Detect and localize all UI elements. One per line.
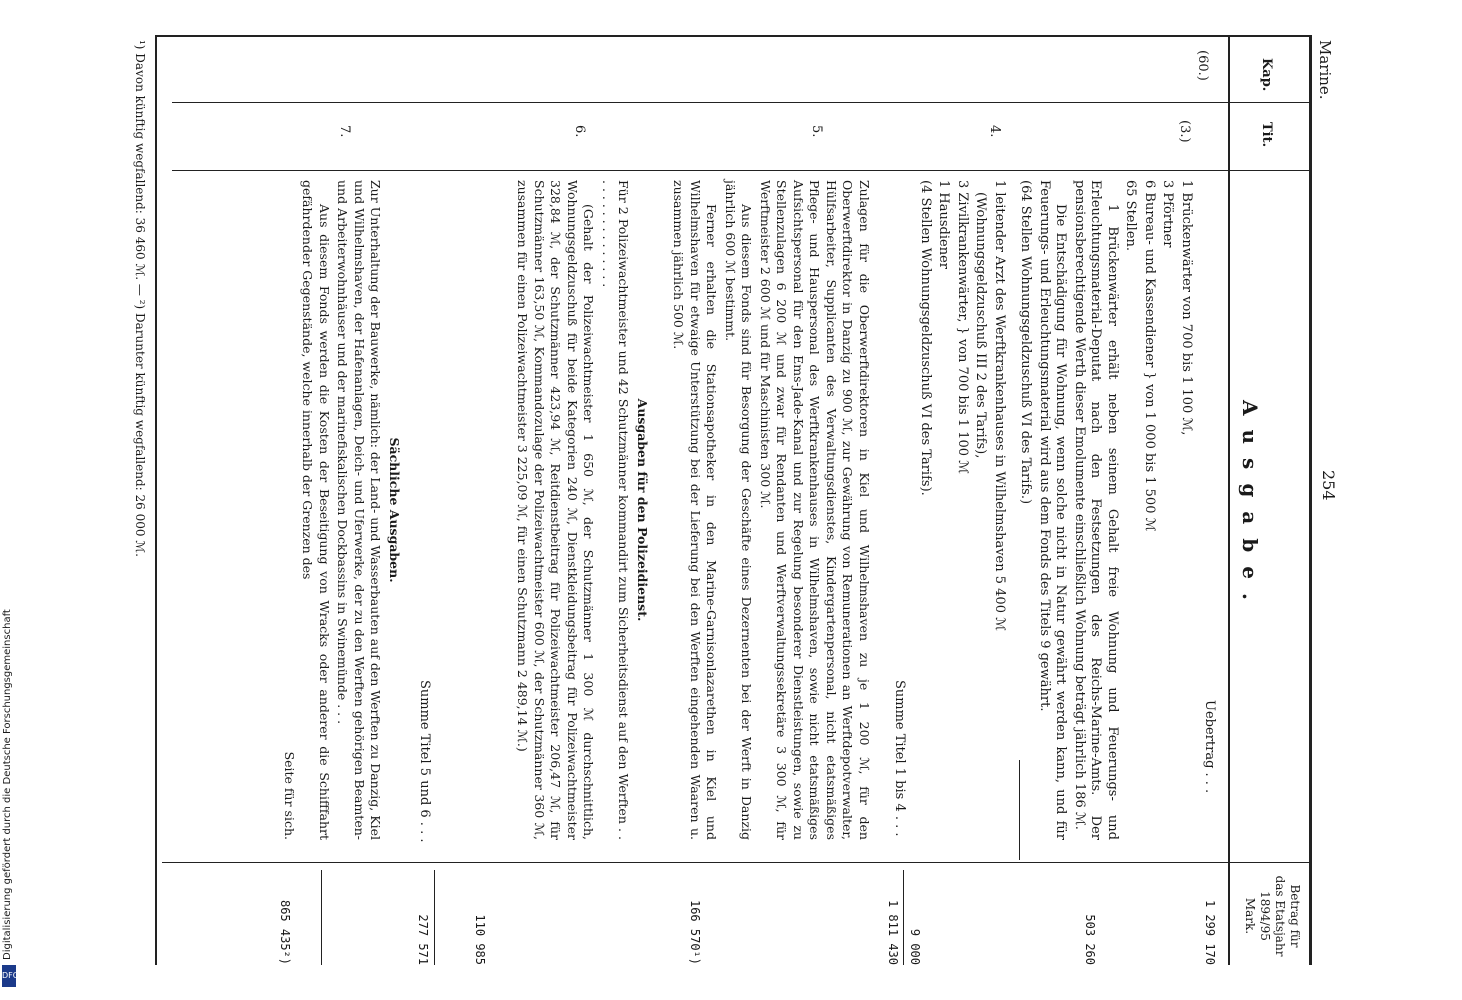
tit-label-6: 6. [572, 125, 587, 138]
titel-5-note1: Aus diesem Fonds sind für Besorgung der Geschäfte eines Dezernenten bei der Werft in Danzig jährlich 600 ℳ bestimmt. [723, 180, 755, 840]
tit-column-header: Tit. [1259, 122, 1274, 148]
titel-4-sum-rule [903, 870, 904, 965]
amount-header-line1: Betrag für [1288, 884, 1302, 948]
titel-7-top-rule [321, 870, 322, 965]
titel-7-note: Aus diesem Fonds werden die Kosten der Beseitigung von Wracks oder anderer die Schifffahrt gefährdender Gegenstände, welche innerhalb der Grenzen des [300, 180, 332, 840]
titel-4-line2: (Wohnungsgeldzuschuß III 2 des Tarifs), [973, 192, 989, 459]
footnote: ¹) Davon künftig wegfallend: 36 460 ℳ. — ²) Darunter künftig wegfallend: 26 000 ℳ. [133, 40, 147, 557]
left-border [157, 35, 1312, 37]
titel-6-block [512, 180, 650, 840]
titel-6-amount: 110 985 [473, 914, 487, 965]
titel-3-sum-rule [1019, 760, 1020, 860]
amount-divider [162, 862, 1312, 863]
dfg-credit: Digitalisierung gefördert durch die Deutsche Forschungsgemeinschaft [2, 609, 13, 960]
uebertrag-label: Uebertrag . . . [1202, 700, 1217, 794]
tit-label-7: 7. [337, 125, 352, 138]
titel-4-wohnung: (4 Stellen Wohnungsgeldzuschuß VI des Tarifs). [918, 180, 933, 496]
titel-5-amount: 166 570¹) [688, 899, 702, 965]
titel-4-line4: 1 Hausdiener [936, 180, 952, 269]
amount-header-line4: Mark. [1243, 897, 1257, 935]
titel-6-text: Für 2 Polizeiwachtmeister und 42 Schutzmänner kommandirt zum Sicherheitsdienst auf den Werften . . . . . . . . . . . . . . . . [600, 180, 632, 840]
titel-3-line2: 3 Pförtner [1160, 180, 1176, 248]
page-number: 254 [1319, 470, 1338, 501]
summe-5-6-label: Summe Titel 5 und 6 . . . [417, 680, 432, 843]
titel-4-amount: 9 000 [908, 928, 922, 965]
amount-header-line3: 1894/95 [1258, 891, 1272, 941]
tit-label-5: 5. [809, 125, 824, 138]
titel-3-line3: 6 Bureau- und Kassendiener } von 1 000 bis 1 500 ℳ [1142, 180, 1157, 532]
titel-4-line3: 3 Zivilkrankenwärter, } von 700 bis 1 100 ℳ [955, 180, 970, 475]
summe-1-4-amount: 1 811 430 [886, 899, 900, 965]
header-bottom-rule [1228, 35, 1230, 965]
document-page [90, 0, 1362, 1000]
titel-5-block [668, 180, 872, 840]
dfg-logo: DFG [2, 965, 16, 987]
titel-6-heading: Ausgaben für den Polizeidienst. [635, 398, 650, 622]
top-rule [1309, 35, 1312, 965]
titel-4-block [915, 180, 1008, 840]
titel-3-line1: 1 Brückenwärter von 700 bis 1 100 ℳ, [1179, 180, 1194, 436]
bottom-rule [155, 35, 157, 965]
amount-column-header [1242, 870, 1302, 962]
titel-5-note2: Ferner erhalten die Stationsapotheker in den Marine-Garnisonlazarethen in Kiel und Wilhelmshaven für etwaige Unterstützung bei der Lieferung bei den Werften eingehenden Waaren u. zusammen jährlich 500 ℳ. [671, 180, 720, 840]
titel-7-block [279, 180, 403, 840]
page-title: Ausgabe. [1238, 400, 1262, 614]
uebertrag-amount: 1 299 170 [1203, 899, 1217, 965]
titel-3-note2: Die Entschädigung für Wohnung, wenn solche nicht in Natur gewährt werden kann, und für Feuerungs- und Erleuchtungsmaterial wird aus dem Fonds des Titels 9 gewährt. [1037, 180, 1069, 840]
titel-3-amount: 503 260 [1083, 914, 1097, 965]
titel-4-line1: 1 leitender Arzt des Werftkrankenhauses in Wilhelmshaven 5 400 ℳ [992, 180, 1007, 632]
summe-1-4-label: Summe Titel 1 bis 4 . . . [892, 680, 907, 837]
titel-6-note: (Gehalt der Polizeiwachtmeister 1 650 ℳ, der Schutzmänner 1 300 ℳ durchschnittlich, Wohnungsgeldzuschuß für beide Kategorien 240 ℳ, Dienstkleidungsbeitrag für Polizeiwachtmeister 328,84 ℳ, der Schutzmänner 423,94 ℳ, Reitdienstbeitrag für Polizeiwachtmeister 206,47 ℳ, für Schutzmänner 163,50 ℳ, Kommandozulage der Polizeiwachtmeister 600 ℳ, der Schutzmänner 360 ℳ, zusammen für einen Polizeiwachtmeister 3 225,09 ℳ, für einen Schutzmann 2 489,14 ℳ.) [515, 180, 597, 840]
dfg-sidebar [0, 0, 20, 1000]
section-header: Marine. [1316, 40, 1334, 100]
kap-label-60: (60.) [1195, 50, 1210, 81]
titel-7-text: Zur Unterhaltung der Bauwerke, nämlich: der Land- und Wasserbauten auf den Werften zu Danzig, Kiel und Wilhelmshaven, der Hafenanlagen, Deich- und Uferwerke, der zu den Werften gehörigen Beamten- und Arbeiterwohnhäuser und der marinefiskalischen Dockbassins in Swinemünde . . . [335, 180, 384, 840]
tit-label-3: (3.) [1177, 120, 1192, 143]
titel-3-note: 1 Brückenwärter erhält neben seinem Gehalt freie Wohnung und Feuerungs- und Erleuchtungsmaterial-Deputat nach den Festsetzungen des Reichs-Marine-Amts. Der pensionsberechtigende Werth dieser Emolumente einschließlich Wohnung beträgt jährlich 186 ℳ. [1072, 180, 1120, 840]
tit-label-4: 4. [987, 125, 1002, 138]
seite-fuer-sich: Seite für sich. [282, 751, 297, 840]
tit-divider [172, 170, 1312, 171]
kap-divider [172, 102, 1312, 103]
titel-6-sum-rule [434, 870, 435, 965]
titel-3-wohnung: (64 Stellen Wohnungsgeldzuschuß VI des Tarifs.) [1018, 180, 1034, 505]
titel-5-text: Zulagen für die Oberwerftdirektoren in Kiel und Wilhelmshaven zu je 1 200 ℳ, für den Oberwerftdirektor in Danzig zu 900 ℳ, zur Gewährung von Remunerationen an Werftdepotverwalter, Hülfsarbeiter, Supplicanten des Verwaltungsdienstes, Kindergartenpersonal, nicht etatsmäßiges Pflege- und Hauspersonal des Werftkrankenhauses in Wilhelmshaven, sowie nicht etatsmäßiges Aufsichtspersonal für den Ems-Jade-Kanal und zur Regelung besonderer Dienstleistungen, sowie zu Stellenzulagen 6 200 ℳ und zwar für Rendanten und Werftverwaltungssekretäre 3 300 ℳ, für Werftmeister 2 600 ℳ und für Maschinisten 300 ℳ. [758, 180, 872, 840]
titel-3-block [1015, 180, 1194, 840]
titel-3-stellen: 65 Stellen. [1123, 180, 1139, 252]
titel-7-amount: 865 435²) [278, 899, 292, 965]
titel-7-heading: Sächliche Ausgaben. [387, 437, 402, 583]
kap-column-header: Kap. [1259, 58, 1274, 92]
summe-5-6-amount: 277 571 [416, 914, 430, 965]
amount-header-line2: das Etatsjahr [1273, 875, 1287, 957]
